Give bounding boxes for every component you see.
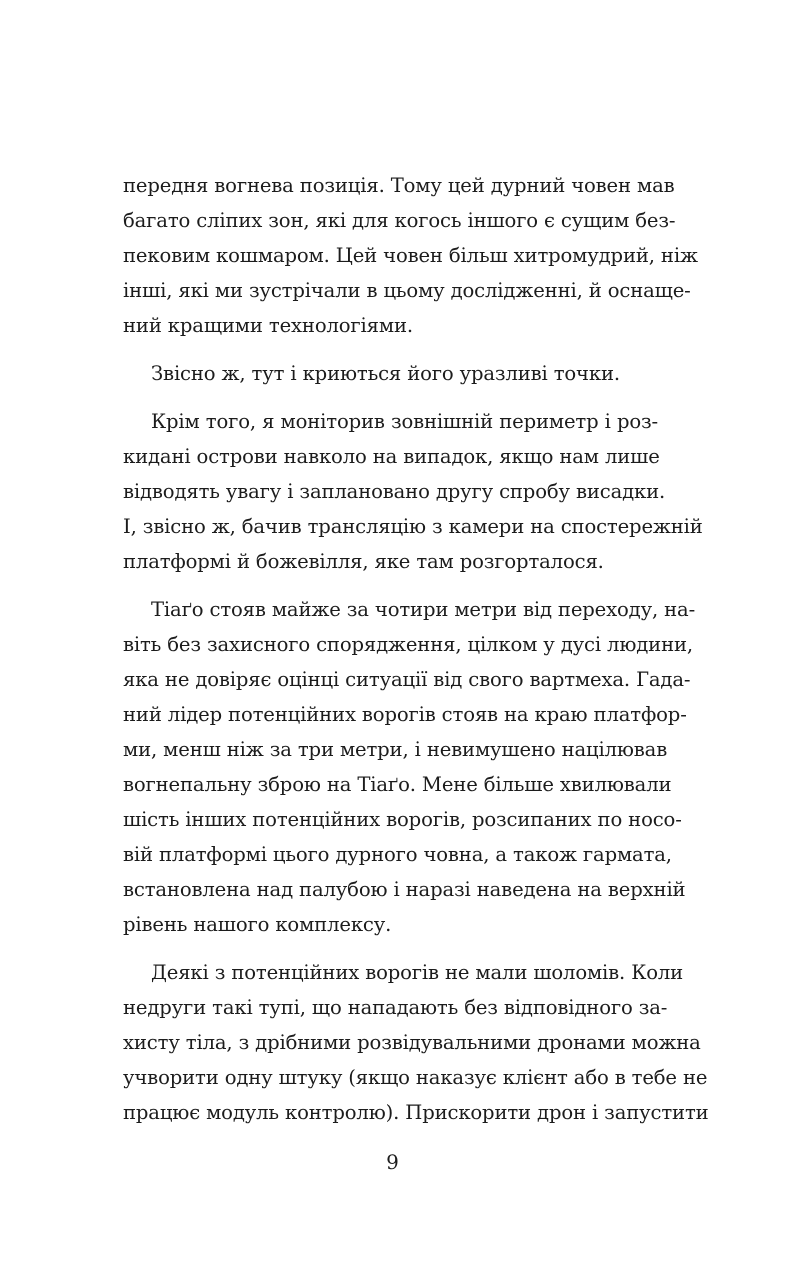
text-line: платформі й божевілля, яке там розгорталося. <box>123 550 604 573</box>
text-line: вій платформі цього дурного човна, а також гармата, <box>123 843 672 866</box>
text-line: встановлена над палубою і наразі наведена на верхній <box>123 878 686 901</box>
text-line: Деякі з потенційних ворогів не мали шоломів. Коли <box>151 961 684 984</box>
text-line: яка не довіряє оцінці ситуації від свого вартмеха. Гада- <box>123 668 691 691</box>
paragraph-5 <box>123 955 709 1130</box>
text-line: ний кращими технологіями. <box>123 314 413 337</box>
text-line: Крім того, я моніторив зовнішній периметр і роз- <box>151 410 658 433</box>
text-line: І, звісно ж, бачив трансляцію з камери на спостережній <box>123 515 703 538</box>
text-line: працює модуль контролю). Прискорити дрон і запустити <box>123 1101 709 1124</box>
text-line: ний лідер потенційних ворогів стояв на краю платфор- <box>123 703 687 726</box>
text-line: передня вогнева позиція. Тому цей дурний човен мав <box>123 174 675 197</box>
page-number: 9 <box>386 1150 399 1174</box>
text-line: інші, які ми зустрічали в цьому дослідженні, й оснаще- <box>123 279 691 302</box>
text-line: багато сліпих зон, які для когось іншого є сущим без- <box>123 209 676 232</box>
paragraph-1 <box>123 168 698 343</box>
text-line: шість інших потенційних ворогів, розсипаних по носо- <box>123 808 682 831</box>
text-line: вогнепальну зброю на Тіаґо. Мене більше хвилювали <box>123 773 672 796</box>
text-line: недруги такі тупі, що нападають без відповідного за- <box>123 996 668 1019</box>
text-line: відводять увагу і заплановано другу спробу висадки. <box>123 480 666 503</box>
text-line: учворити одну штуку (якщо наказує клієнт або в тебе не <box>123 1066 708 1089</box>
text-line: рівень нашого комплексу. <box>123 913 392 936</box>
paragraph-4 <box>123 592 696 942</box>
paragraph-2 <box>123 356 658 391</box>
text-line: ми, менш ніж за три метри, і невимушено націлював <box>123 738 668 761</box>
text-line: Тіаґо стояв майже за чотири метри від переходу, на- <box>151 598 696 621</box>
body-text <box>123 168 709 1143</box>
text-line: пековим кошмаром. Цей човен більш хитромудрий, ніж <box>123 244 698 267</box>
paragraph-3 <box>123 404 703 579</box>
text-line: віть без захисного спорядження, цілком у дусі людини, <box>123 633 693 656</box>
text-line: хисту тіла, з дрібними розвідувальними дронами можна <box>123 1031 701 1054</box>
text-line: Звісно ж, тут і криються його уразливі точки. <box>151 362 620 385</box>
text-line: кидані острови навколо на випадок, якщо нам лише <box>123 445 660 468</box>
